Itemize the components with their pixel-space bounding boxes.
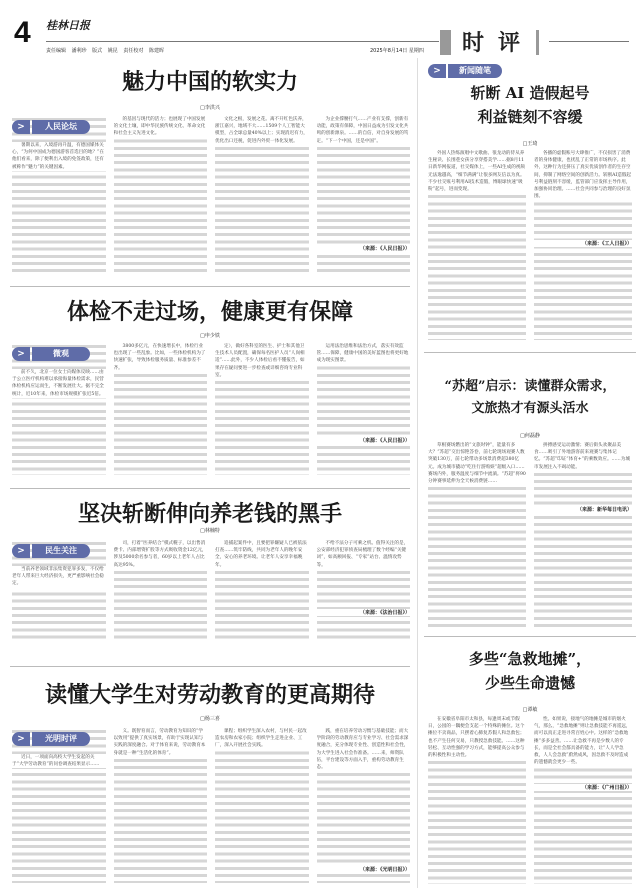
article-source: （来源：《广州日报》） [534,784,632,791]
text-column: 在安徽省阜阳市太和县，每逢周末或节假日，公园的一隅便会支起一个特殊的摊位。这个摊位不卖商品，只摆着心肺复苏假人和急救包；也不产生任何交易，只教授急救技能。……这种轻松、互动性强的学习方式，能够提高公众参与的积极性和主动性。 [428,716,526,884]
text-column: 不给不法分子可乘之机。值得关注的是，公安部经济犯罪侦查局梳理了数个经编“关键词”，如高额回报、“专家”站台、温情攻势等。 （来源：《法治日报》） [317,540,411,640]
chevron-right-icon: > [12,347,30,361]
section-block-left [440,30,451,55]
chevron-right-icon: > [12,544,30,558]
article-source: （来源：新华每日电讯） [534,506,632,513]
article-title[interactable]: “苏超”启示：读懂群众需求， [444,379,616,394]
article-divider [424,352,636,353]
text-column: 3800多亿元，在快速增长中，体检行业也出现了一些乱象。比如，一些体检机构为了快速扩张，导致体检服务质量、标准参差不齐。 [114,343,208,475]
text-column: 文化之根，发展之花。离不开红色沃养，浙江嘉兴，地域不大……1509个人工智能大模型，占全球总量40%以上；实现消迟有力，优化出口还税，促进内外贸一体化发展。 [215,116,309,276]
article-source: （来源：《工人日报》） [534,240,632,247]
column-tag: > 光明时评 [12,732,90,746]
column-tag: > 人民论坛 [12,120,90,134]
header-rule-right [549,41,629,42]
article-body [428,150,632,340]
page-number: 4 [14,16,31,49]
article-source: （来源：《人民日报》） [317,245,411,252]
column-divider [417,58,418,888]
article-body [428,442,632,627]
text-column: 性。如果说，接地气的地摊是城市的烟火气，那么，“急救地摊”则让急救技能不再遥远，而可以真正走进寻常百姓心中。这样的“急救地摊”多多益善。……让急救不再是少数人的专长，而是全社会都具备的能力，让“人人学急救，人人会急救”蔚然成风，因急救不及时造成的遗憾就会更少一些。 （来源：《广州日报》） [534,716,632,884]
article-byline: □王琦 [522,141,538,147]
editors-line: 责任编辑 潘利珍 版式 姚昆 责任校对 陈建晖 [46,48,164,54]
masthead-logo: 桂林日报 [46,19,90,32]
article-title[interactable]: 利益链刻不容缓 [477,108,583,126]
article-title[interactable]: 斩断 AI 造假起号 [470,84,590,102]
text-column: > 人民论坛 暑期以来，入境游再升温，有德国媒体关心，“为何中国成为德国游客首选目的地？”在他们看来，除了便利出入境的免签政策，还有被称作“魅力”的关键因素。 [12,116,106,276]
article-body [12,343,410,475]
text-column: > 微观 前不久，北京一位女士向媒体反映……由于公立医疗机构难以承接海量体检需求，民营体检机构应运而生，不断发展壮大。据不完全统计，近10年来，体检市场规模扩张近5倍。 [12,343,106,475]
article-source: （来源：《光明日报》） [317,866,411,873]
article-title[interactable]: 体检不走过场，健康更有保障 [66,299,353,325]
chevron-right-icon: > [12,732,30,746]
article-source: （来源：《法治日报》） [317,609,411,616]
article-source: （来源：《人民日报》） [317,437,411,444]
article-divider [424,636,636,637]
text-column: 践，重在培养劳动习惯与基础技能；而大学阶段的劳动教育应与专业学习、社会需求深度融合，充分体现专业性、创造性和社会性，为大学生进入社会作准备。……来，师资队伍，平台建设等方面入手，重构劳动教育生态。 （来源：《光明日报》） [317,728,411,883]
article-title[interactable]: 多些“急救地摊”， [468,650,592,668]
column-tag: > 新闻随笔 [428,64,502,78]
article-title[interactable]: 读懂大学生对劳动教育的更高期待 [44,682,375,708]
text-column: 义。既智育而言，劳动教育为知识的“学以致用”提供了真实场景，有助于实现认知与实践的深度融合。对于体育来说，劳动教育本身就是一种“生活化的体育”。 [114,728,208,883]
chevron-right-icon: > [428,64,446,78]
text-column: 的基因与现代的活力；也展现了中国发展的文化土壤，即中华民族传统文化、革命文化和社会主义先进文化。 [114,116,208,276]
text-column: 司，打着“医养结合”模式幌子，以出售消费卡、内部增资扩股等方式吸收资金12亿元，涉及5000余名参与者，60岁以上老年人占比高达95%。 [114,540,208,640]
text-column: 定），做好各科室的医生、护士和其他卫生技术人员配置，确保每名医护人员“人岗相适”……此外，不少人体检后看不懂报告，如果存在疑问要进一步检查或详细咨询专业科室。 [215,343,309,475]
article-title[interactable]: 文旅热才有源头活水 [471,401,589,416]
article-byline: □何磊静 [520,433,540,439]
article-divider [10,666,410,667]
article-title[interactable]: 坚决斩断伸向养老钱的黑手 [77,501,342,527]
text-column: 各播的虚假账号大肆推广，不仅损害了消费者的身体健康，也扰乱了正常的市场秩序。此外，这种行为还挤压了真实优质创作者的生存空间，抑制了网络空间的创新活力。斩断AI造假起号利益链刻不容缓，监管部门应发挥主导作用，加强协同治理。……社会共同参与治理的良好氛围。 （来源：《工人日报》） [534,150,632,340]
section-title: 时评 [462,30,535,56]
article-body [12,540,410,640]
text-column: 外国人热练演唱中文歌曲、很龙动的侍从养生秘诀、长围巷女孩分享穿搭美学……据8月11日新华网报道，社交媒体上，一些AI生成的视频无法逸越高，“细节满满”让很多网友信以为真。不少社交账号利用AI技术造假，博眼球快速“吸粉”起号，进而变现。 [428,150,526,340]
text-column: 追捕起案件中，且要把罪嫌疑人已被依法打查……筑牢防线，共同为老年人的晚年安全，安心的养老环境。让老年人安享幸福晚年。 [215,540,309,640]
article-body [12,116,410,276]
chevron-right-icon: > [12,120,30,134]
article-divider [10,488,410,489]
article-body [12,728,410,883]
text-column: 草根赛场燃出的“文旅时钟”，能量有多大？“苏超”交出惊艳答卷，前七轮现场观赛人数突破130万，前七轮带动多场景消费超380亿元。成为城市撬动“吃住行游购娱”超级入口……赛场内外，服务温度与细节中流淌。“苏超”将90分钟赛事延伸为全天候消费链…… [428,442,526,627]
article-byline: □杨三喜 [200,716,220,722]
header-rule [46,41,439,42]
issue-date: 2025年8月14日 星期四 [370,48,424,54]
text-column: 拼搏感受运动激情；赛后街头欢聚品美食……吸引了外地游客前来观赛与集体记忆。“苏超”印证“体育+”的乘数效应。……为城市发展注入不竭动能。 （来源：新华每日电讯） [534,442,632,627]
text-column: 为企业撑腰打气……产业有支撑，创新有动能，政策有保障，中国日益成为引发文化共鸣的创新源泉。……的自信，对自身发展的笃定。“下一个中国，还是中国”。 （来源：《人民日报》） [317,116,411,276]
section-block-right [536,30,539,55]
text-column: > 民生关注 当前养老领域非法集资犯罪多发，不仅给老年人带来巨大经济损失，更严重影响社会稳定。 [12,540,106,640]
article-title[interactable]: 少些生命遗憾 [484,674,575,692]
article-byline: □林楠特 [200,528,220,534]
text-column: 课程；组织学生深入农村，与村民一起改造农房和农家小院；组织学生走进企业、工厂，深入开展社会实践。 [215,728,309,883]
article-byline: □谭敏 [522,707,538,713]
text-column: > 光明时评 近日，一项面向高校大学生发起的关于“大学劳动教育”的问卷调查结果显示…… [12,728,106,883]
article-body [428,716,632,884]
column-tag: > 微观 [12,347,90,361]
article-byline: □申少铁 [200,333,220,339]
article-title[interactable]: 魅力中国的软实力 [121,69,298,95]
column-tag: > 民生关注 [12,544,90,558]
article-byline: □李洪兴 [200,105,220,111]
text-column: 运用法治思维和法治方式，落实有效监管……保障，健康中国的美好蓝图也将更好地成为现实图景。 （来源：《人民日报》） [317,343,411,475]
article-divider [10,286,410,287]
